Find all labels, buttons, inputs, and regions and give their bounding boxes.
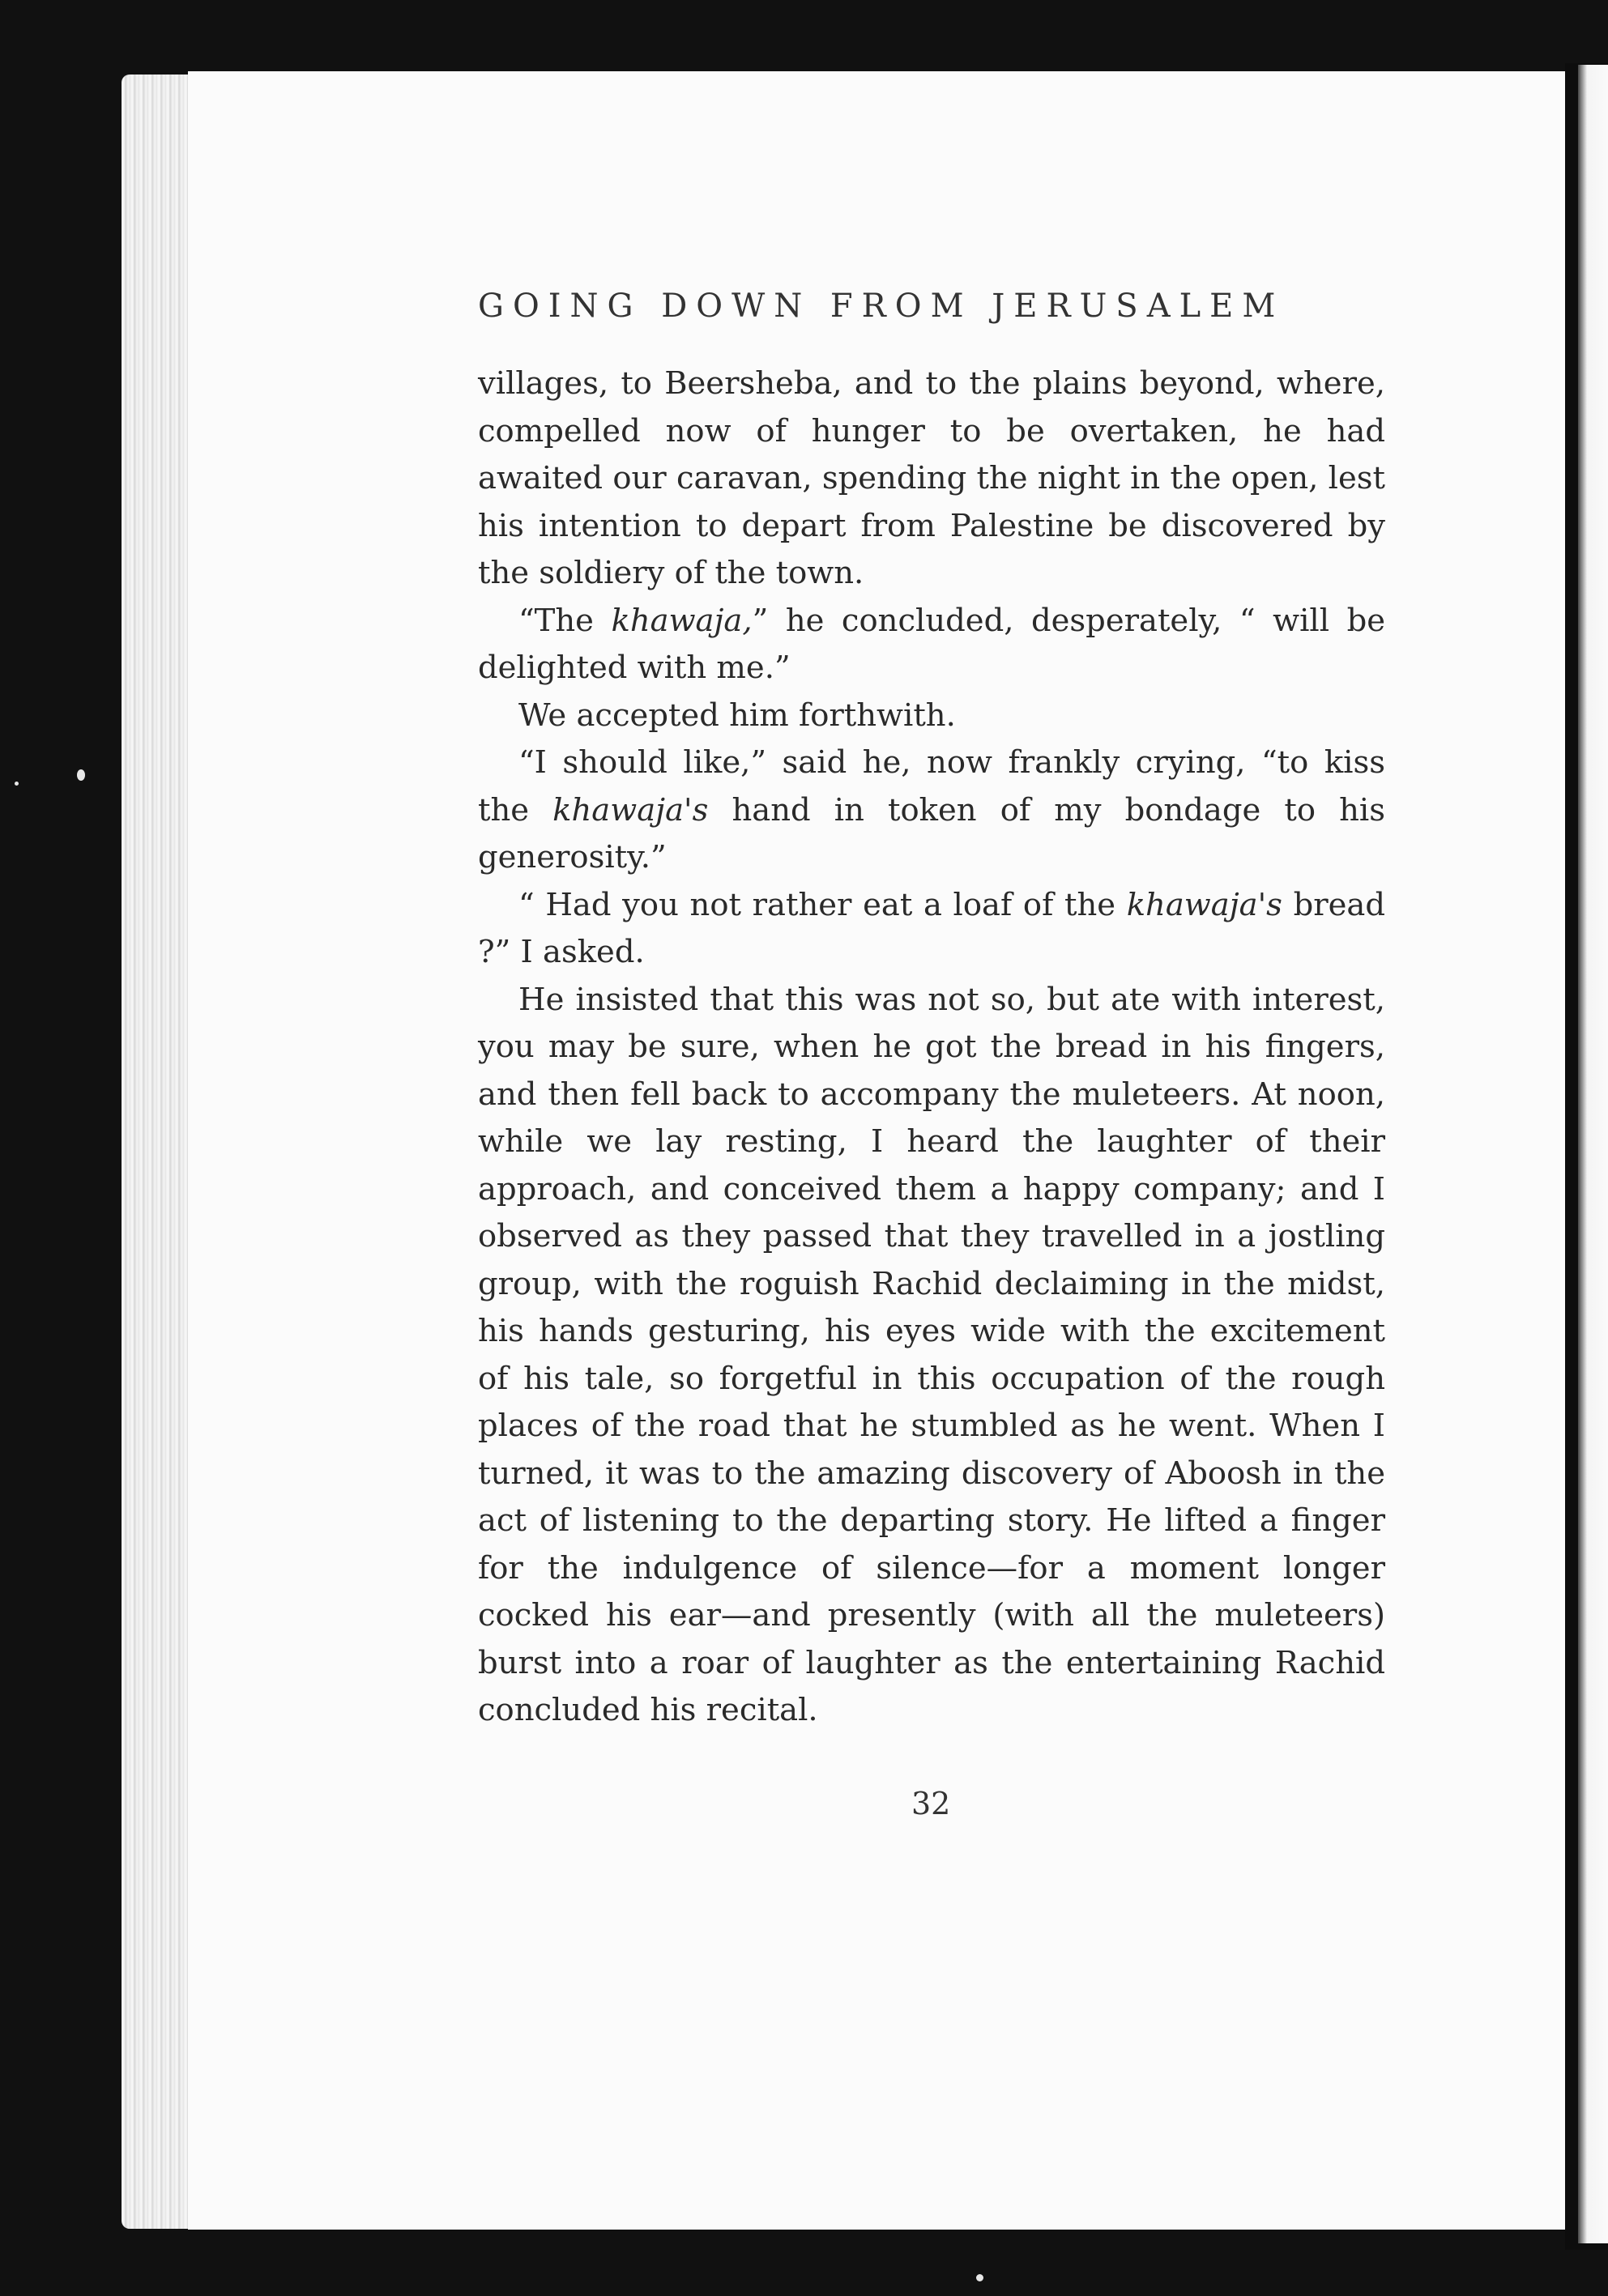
page-number: 32 (911, 1786, 951, 1821)
running-head: GOING DOWN FROM JERUSALEM (478, 288, 1285, 325)
text-run: We accepted him forthwith. (518, 696, 956, 734)
italic-text: khawaja's (1126, 886, 1282, 923)
dust-speck (976, 2274, 983, 2281)
paragraph (478, 598, 1385, 692)
text-run: villages, to Beersheba, and to the plains beyond, where, compelled now of hunger to be overtaken, he had awaited our caravan, spending the night in the open, lest his intention to depart from Palestine be discovered by the soldiery of the town. (478, 365, 1385, 591)
text-run: bread ?” I asked. (478, 886, 1386, 970)
next-page-edge (1578, 65, 1608, 2243)
text-run: He insisted that this was not so, but ate with interest, you may be sure, when he got the bread in his fingers, and then fell back to accompany the muleteers. At noon, while we lay resting, I heard the laughter of their approach, and conceived them a happy company; and I observed as they passed that they travelled in a jostling group, with the roguish Rachid declaiming in the midst, his hands gesturing, his eyes wide with the excitement of his tale, so forgetful in this occupation of the rough places of the road that he stumbled as he went. When I turned, it was to the amazing discovery of Aboosh in the act of listening to the departing story. He lifted a finger for the indulgence of silence—for a moment longer cocked his ear—and presently (with all the muleteers) burst into a roar of laughter as the entertaining Rachid concluded his recital. (478, 981, 1385, 1728)
paragraph (478, 360, 1385, 598)
text-run: “ Had you not rather eat a loaf of the (518, 886, 1127, 923)
dust-speck (77, 769, 85, 781)
italic-text: khawaja, (611, 602, 753, 639)
italic-text: khawaja's (552, 791, 709, 829)
text-run: “The (518, 602, 612, 639)
body-text (478, 360, 1385, 1735)
text-run: ” he concluded, desperately, “ will be delighted with me.” (478, 602, 1385, 686)
dust-speck (15, 782, 19, 786)
paragraph (478, 692, 1385, 740)
page-edges (122, 75, 194, 2229)
paragraph (478, 739, 1385, 882)
text-run: hand in token of my bondage to his generosity.” (478, 791, 1385, 875)
paragraph (478, 882, 1385, 977)
paragraph (478, 977, 1385, 1735)
text-run: “I should like,” said he, now frankly crying, “to kiss the (478, 744, 1385, 829)
